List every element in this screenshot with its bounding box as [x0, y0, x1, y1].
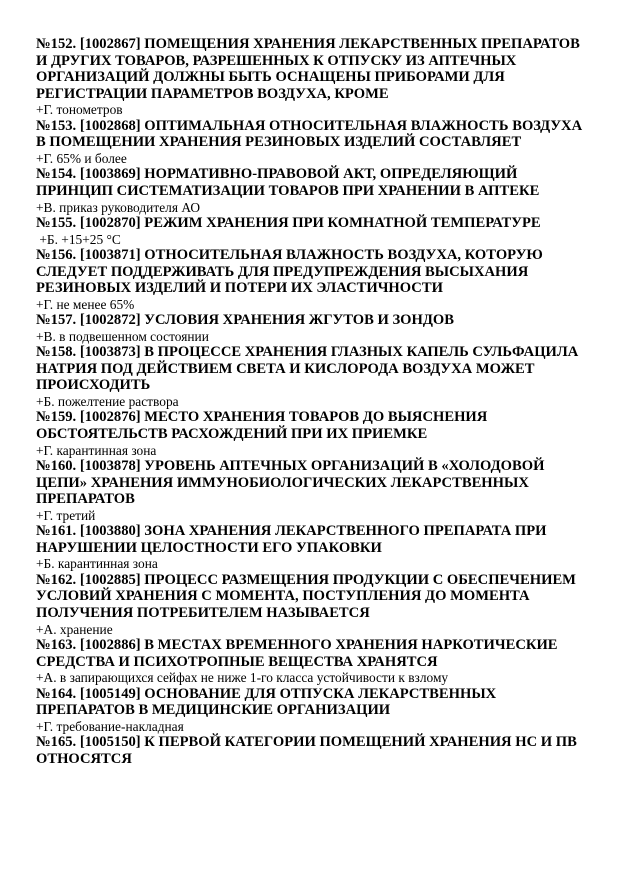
question-list	[36, 36, 592, 767]
answer-text: +В. в подвешенном состоянии	[36, 328, 209, 344]
question-item	[36, 637, 592, 686]
question-text: №156. [1003871] ОТНОСИТЕЛЬНАЯ ВЛАЖНОСТЬ ВОЗДУХА, КОТОРУЮ СЛЕДУЕТ ПОДДЕРЖИВАТЬ ДЛЯ ПРЕДУПРЕЖДЕНИЯ ВЫСЫХАНИЯ РЕЗИНОВЫХ ИЗДЕЛИЙ И ПОТЕРИ ИХ ЭЛАСТИЧНОСТИ	[36, 246, 543, 297]
question-text: №163. [1002886] В МЕСТАХ ВРЕМЕННОГО ХРАНЕНИЯ НАРКОТИЧЕСКИЕ СРЕДСТВА И ПСИХОТРОПНЫЕ ВЕЩЕСТВА ХРАНЯТСЯ	[36, 636, 558, 670]
answer-text: +Г. тонометров	[36, 102, 123, 118]
question-text: №155. [1002870] РЕЖИМ ХРАНЕНИЯ ПРИ КОМНАТНОЙ ТЕМПЕРАТУРЕ	[36, 214, 541, 231]
answer-text: +Г. карантинная зона	[36, 442, 157, 458]
question-item	[36, 166, 592, 215]
question-text: №161. [1003880] ЗОНА ХРАНЕНИЯ ЛЕКАРСТВЕННОГО ПРЕПАРАТА ПРИ НАРУШЕНИИ ЦЕЛОСТНОСТИ ЕГО УПАКОВКИ	[36, 523, 547, 556]
question-text: №158. [1003873] В ПРОЦЕССЕ ХРАНЕНИЯ ГЛАЗНЫХ КАПЕЛЬ СУЛЬФАЦИЛА НАТРИЯ ПОД ДЕЙСТВИЕМ СВЕТА И КИСЛОРОДА ВОЗДУХА МОЖЕТ ПРОИСХОДИТЬ	[36, 344, 579, 394]
question-item	[36, 686, 592, 735]
question-item	[36, 247, 592, 312]
question-item	[36, 312, 592, 344]
question-text: №157. [1002872] УСЛОВИЯ ХРАНЕНИЯ ЖГУТОВ И ЗОНДОВ	[36, 312, 455, 329]
question-item	[36, 572, 592, 637]
question-text: №159. [1002876] МЕСТО ХРАНЕНИЯ ТОВАРОВ ДО ВЫЯСНЕНИЯ ОБСТОЯТЕЛЬСТВ РАСХОЖДЕНИЙ ПРИ ИХ ПРИЕМКЕ	[36, 409, 488, 442]
answer-text: +Г. требование-накладная	[36, 718, 184, 734]
question-text: №165. [1005150] К ПЕРВОЙ КАТЕГОРИИ ПОМЕЩЕНИЙ ХРАНЕНИЯ НС И ПВ ОТНОСЯТСЯ	[36, 734, 577, 767]
question-text: №153. [1002868] ОПТИМАЛЬНАЯ ОТНОСИТЕЛЬНАЯ ВЛАЖНОСТЬ ВОЗДУХА В ПОМЕЩЕНИИ ХРАНЕНИЯ РЕЗИНОВЫХ ИЗДЕЛИЙ СОСТАВЛЯЕТ	[36, 117, 583, 151]
question-item	[36, 344, 592, 409]
answer-text: +А. в запирающихся сейфах не ниже 1-го класса устойчивости к взлому	[36, 670, 449, 686]
question-text: №152. [1002867] ПОМЕЩЕНИЯ ХРАНЕНИЯ ЛЕКАРСТВЕННЫХ ПРЕПАРАТОВ И ДРУГИХ ТОВАРОВ, РАЗРЕШЕННЫХ К ОТПУСКУ ИЗ АПТЕЧНЫХ ОРГАНИЗАЦИЙ ДОЛЖНЫ БЫТЬ ОСНАЩЕНЫ ПРИБОРАМИ ДЛЯ РЕГИСТРАЦИИ ПАРАМЕТРОВ ВОЗДУХА, КРОМЕ	[36, 36, 580, 102]
answer-text: +Г. третий	[36, 507, 96, 523]
question-item	[36, 215, 592, 247]
answer-text: +А. хранение	[36, 621, 113, 637]
question-text: №154. [1003869] НОРМАТИВНО-ПРАВОВОЙ АКТ, ОПРЕДЕЛЯЮЩИЙ ПРИНЦИП СИСТЕМАТИЗАЦИИ ТОВАРОВ ПРИ ХРАНЕНИИ В АПТЕКЕ	[36, 166, 540, 199]
question-text: №162. [1002885] ПРОЦЕСС РАЗМЕЩЕНИЯ ПРОДУКЦИИ С ОБЕСПЕЧЕНИЕМ УСЛОВИЙ ХРАНЕНИЯ С МОМЕНТА, ПОСТУПЛЕНИЯ ДО МОМЕНТА ПОЛУЧЕНИЯ ПОТРЕБИТЕЛЕМ НАЗЫВАЕТСЯ	[36, 571, 576, 621]
answer-text: +В. приказ руководителя АО	[36, 199, 201, 215]
question-text: №160. [1003878] УРОВЕНЬ АПТЕЧНЫХ ОРГАНИЗАЦИЙ В «ХОЛОДОВОЙ ЦЕПИ» ХРАНЕНИЯ ИММУНОБИОЛОГИЧЕСКИХ ЛЕКАРСТВЕННЫХ ПРЕПАРАТОВ	[36, 457, 545, 508]
answer-text: +Б. +15+25 °С	[36, 231, 121, 247]
answer-text: +Г. 65% и более	[36, 150, 127, 166]
question-item	[36, 36, 592, 118]
answer-text: +Г. не менее 65%	[36, 296, 135, 312]
answer-text: +Б. пожелтение раствора	[36, 393, 179, 409]
answer-text: +Б. карантинная зона	[36, 556, 158, 572]
question-item	[36, 409, 592, 458]
question-item	[36, 458, 592, 523]
question-item	[36, 734, 592, 767]
question-text: №164. [1005149] ОСНОВАНИЕ ДЛЯ ОТПУСКА ЛЕКАРСТВЕННЫХ ПРЕПАРАТОВ В МЕДИЦИНСКИЕ ОРГАНИЗАЦИИ	[36, 685, 497, 719]
question-item	[36, 523, 592, 572]
question-item	[36, 118, 592, 167]
